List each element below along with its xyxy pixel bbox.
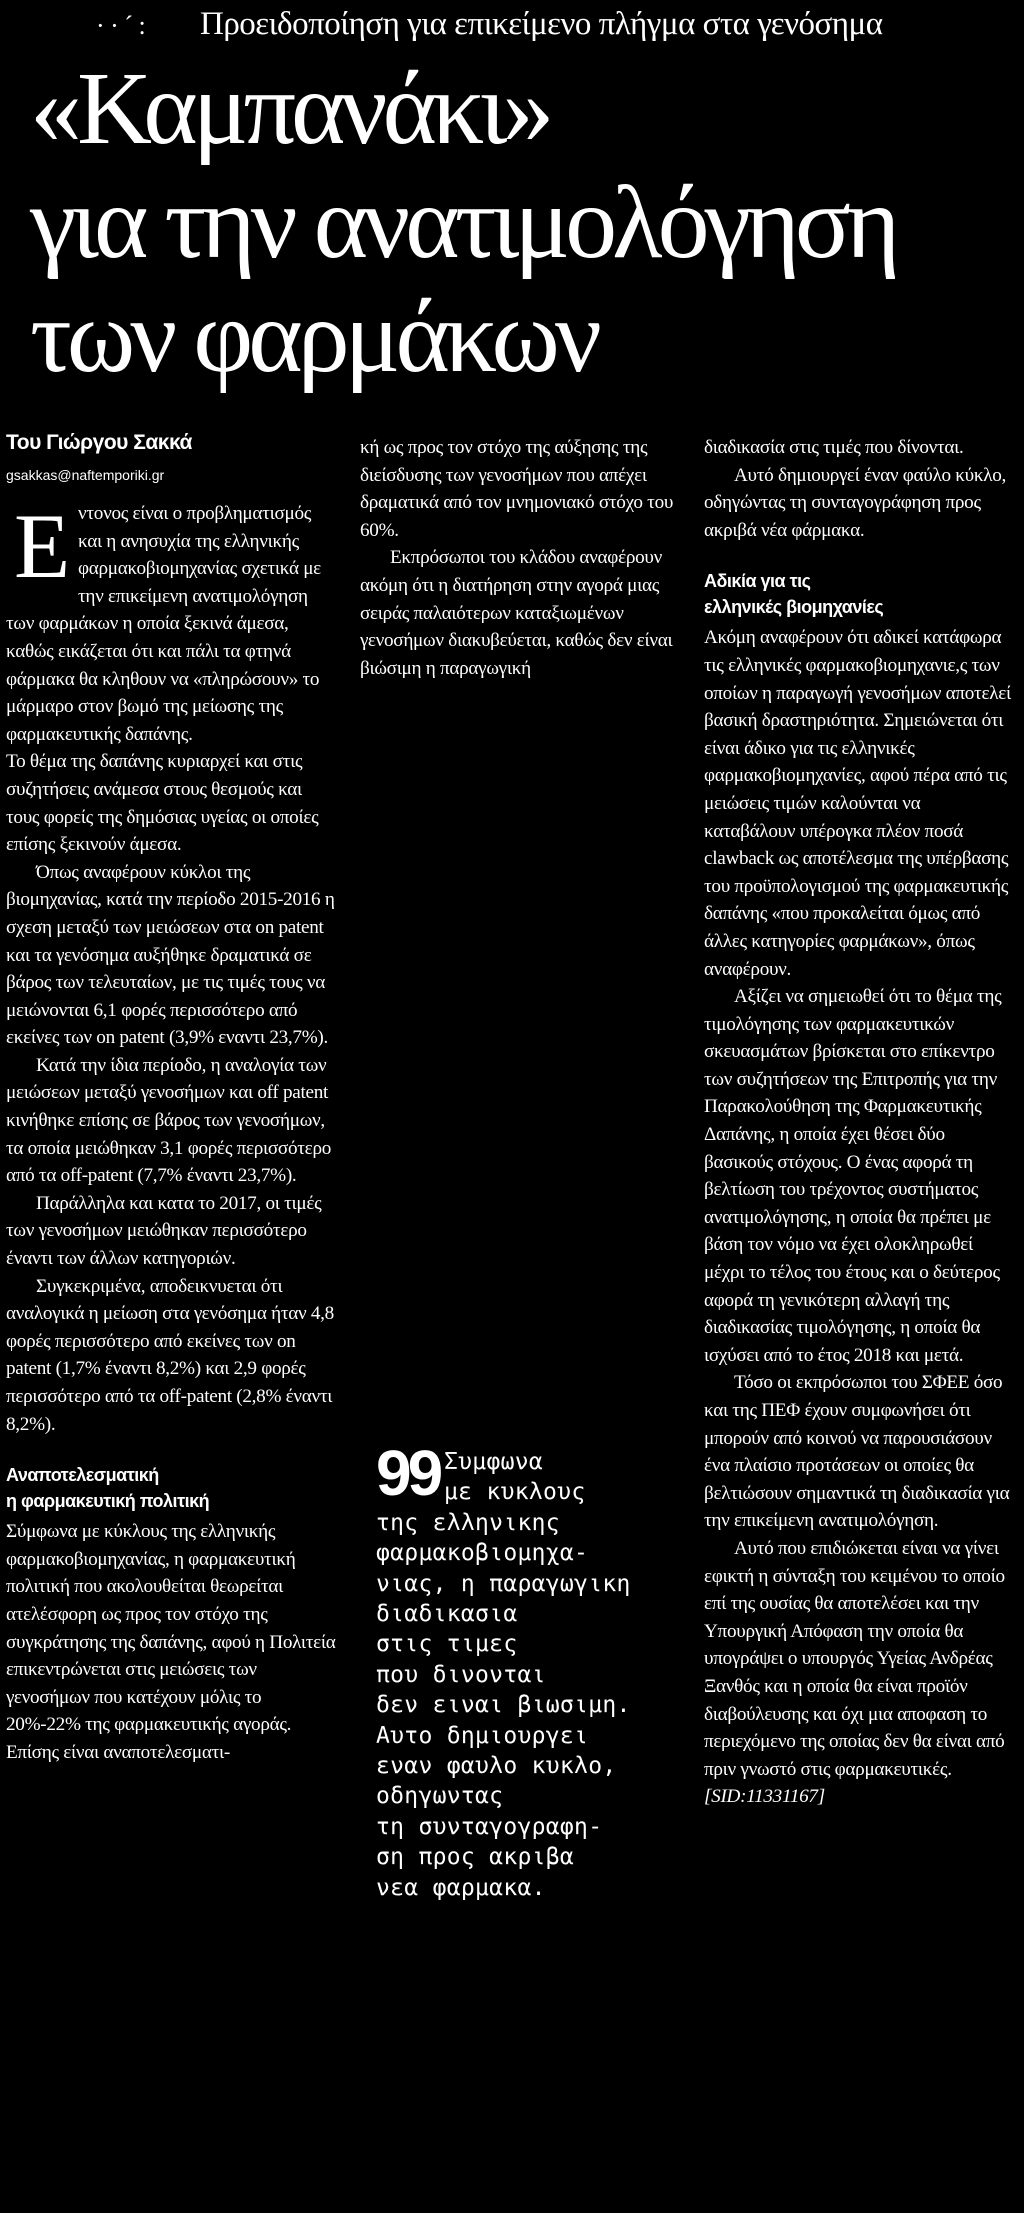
kicker-marks: · · ´ : bbox=[96, 11, 146, 40]
article-paragraph bbox=[6, 495, 336, 748]
article-paragraph: Αυτό δημιουργεί έναν φαύλο κύκλο, οδηγώντας τη συνταγογράφηση προς ακριβά νέα φάρμακα. bbox=[704, 464, 1007, 541]
headline-line-3: των φαρμάκων bbox=[30, 279, 597, 394]
pull-quote-line: τη συνταγογραφη- bbox=[376, 1813, 603, 1840]
pull-quote-line: στις τιμες bbox=[376, 1631, 518, 1658]
subheading-line: Αδικία για τις bbox=[704, 571, 811, 592]
subheading-line: ελληνικές βιομηχανίες bbox=[704, 597, 884, 618]
article-paragraph: Επίσης είναι αναποτελεσματι- bbox=[6, 1741, 230, 1763]
pull-quote-line: ση προς ακριβα bbox=[376, 1844, 575, 1871]
kicker bbox=[96, 4, 1016, 44]
article-paragraph: Σύμφωνα με κύκλους της ελληνικής φαρμακοβιομηχανίας, η φαρμακευτική πολιτική που ακολουθείται θεωρείται ατελέσφορη ως προς τον στόχο της συγκράτησης της δαπάνης, αφού η Πολιτεία επικεντρώνεται στις μειώσεις των γενοσήμων που κατέχουν μόλις το 20%-22% της φαρμακευτικής αγοράς. bbox=[6, 1521, 336, 1736]
byline-email: gsakkas@naftemporiki.gr bbox=[6, 467, 165, 483]
byline-author: Του Γιώργου Σακκά bbox=[6, 431, 192, 454]
drop-cap: Ε bbox=[14, 495, 70, 597]
byline bbox=[6, 430, 336, 484]
pull-quote-line: Συμφωνα bbox=[444, 1449, 544, 1475]
pull-quote-line: που δινονται bbox=[376, 1661, 546, 1688]
article-paragraph: Παράλληλα και κατα το 2017, οι τιμές των γενοσήμων μειώθηκαν περισσότερο έναντι των άλλων κατηγοριών. bbox=[6, 1192, 322, 1270]
pull-quote-line: διαδικασια bbox=[376, 1601, 518, 1628]
article-paragraph: Εκπρόσωποι του κλάδου αναφέρουν ακόμη ότι η διατήρηση στην αγορά μιας σειράς παλαιότερων καταξιωμένων γενοσήμων διακυβεύεται, καθώς δεν είναι βιώσιμη η παραγωγική bbox=[360, 547, 673, 679]
quote-mark-icon: 99 bbox=[376, 1437, 440, 1509]
subheading-line: η φαρμακευτική πολιτική bbox=[6, 1491, 210, 1512]
headline-line-2: για την ανατιμολόγηση bbox=[30, 165, 896, 280]
article-paragraph: Συγκεκριμένα, αποδεικνυεται ότι αναλογικά η μείωση στα γενόσημα ήταν 4,8 φορές περισσότερο από εκείνες των on patent (1,7% έναντι 8,2%) και 2,9 φορές περισσότερο από τα off-patent (2,8% έναντι 8,2%). bbox=[6, 1275, 334, 1435]
article-paragraph: Αξίζει να σημειωθεί ότι το θέμα της τιμολόγησης των φαρμακευτικών σκευασμάτων βρίσκεται στο επίκεντρο των συζητήσεων της Επιτροπής για την Παρακολούθηση της Φαρμακευτικής Δαπάνης, η οποία έχει θέσει δύο βασικούς στόχους. Ο ένας αφορά τη βελτίωση του τρέχοντος συστήματος ανατιμολόγησης, η οποία θα πρέπει με βάση τον νόμο να έχει ολοκληρωθεί μέχρι το τέλος του έτους και ο δεύτερος αφορά τη γενικότερη αλλαγή της διαδικασίας τιμολόγησης, η οποία θα ισχύσει από το έτος 2018 και μετά. bbox=[704, 986, 1002, 1366]
pull-quote-line: Αυτο δημιουργει bbox=[376, 1722, 589, 1749]
article-paragraph: Κατά την ίδια περίοδο, η αναλογία των μειώσεων μεταξύ γενοσήμων και off patent κινήθηκε επίσης σε βάρος των γενοσήμων, τα οποία μειώθηκαν 3,1 φορές περισσότερο από τα off-patent (7,7% έναντι 23,7%). bbox=[6, 1054, 332, 1187]
article-column-3 bbox=[704, 434, 1016, 1811]
article-paragraph: Ακόμη αναφέρουν ότι αδικεί κατάφωρα τις ελληνικές φαρμακοβιομηχανιε,ς των οποίων η παραγωγή γενοσήμων αποτελεί βασική δραστηριότητα. Σημειώνεται ότι είναι άδικο για τις ελληνικές φαρμακοβιομηχανίες, αφού πέρα από τις μειώσεις τιμών καλούνται να καταβάλουν υπέρογκα πλέον ποσά clawback ως αποτέλεσμα της υπέρβασης του προϋπολογισμού της φαρμακευτικής δαπάνης «που προκαλείται όμως από άλλες κατηγορίες φαρμάκων», όπως αναφέρουν. bbox=[704, 627, 1011, 980]
article-paragraph bbox=[704, 1535, 1016, 1811]
headline bbox=[30, 52, 1010, 394]
subheading-line: Αναποτελεσματική bbox=[6, 1465, 159, 1486]
pull-quote-line: της ελληνικης bbox=[376, 1509, 560, 1536]
article-paragraph: κή ως προς τον στόχο της αύξησης της διείσδυσης των γενοσήμων που απέχει δραματικά από τον μνημονιακό στόχο του 60%. bbox=[360, 437, 674, 541]
headline-line-1: «Καμπανάκι» bbox=[30, 51, 550, 166]
kicker-text: Προειδοποίηση για επικείμενο πλήγμα στα γενόσημα bbox=[200, 6, 883, 42]
pull-quote-line: με κυκλους bbox=[444, 1479, 586, 1506]
pull-quote-line: εναν φαυλο κυκλο, bbox=[376, 1753, 617, 1780]
article-paragraph: Όπως αναφέρουν κύκλοι της βιομηχανίας, κατά την περίοδο 2015-2016 η σχεση μεταξύ των μειώσεων στα on patent και τα γενόσημα αυξήθηκε δραματικά σε βάρος των τελευταίων, με τις τιμές τους να μειώνονται 6,1 φορές περισσότερο από εκείνες των on patent (3,9% εναντι 23,7%). bbox=[6, 861, 335, 1049]
article-column-2 bbox=[360, 434, 690, 682]
paragraph-text: Αυτό που επιδιώκεται είναι να γίνει εφικτή η σύνταξη του κειμένου το οποίο επί της ουσίας θα αποτελέσει και την Υπουργική Απόφαση την οποία θα υπογράψει ο υπουργός Υγείας Ανδρέας Ξανθός και η οποία θα είναι προϊόν διαβούλευσης και όχι μια αποφαση το περιεχόμενο της οποίας δεν θα είναι από πριν γνωστό στις φαρμακευτικές. bbox=[704, 1537, 1005, 1780]
subheading bbox=[6, 1462, 336, 1514]
article-paragraph: διαδικασία στις τιμές που δίνονται. bbox=[704, 437, 964, 458]
article-paragraph: Τόσο οι εκπρόσωποι του ΣΦΕΕ όσο και της ΠΕΦ έχουν συμφωνήσει ότι μπορούν από κοινού να παρουσιάσουν ένα πλαίσιο προτάσεων οι οποίες θα βελτιώσουν σημαντικά τη διαδικασία για την επικείμενη ανατιμολόγηση. bbox=[704, 1372, 1010, 1532]
pull-quote bbox=[376, 1437, 692, 1903]
pull-quote-line: φαρμακοβιομηχα- bbox=[376, 1540, 589, 1567]
pull-quote-line: δεν ειναι βιωσιμη. bbox=[376, 1692, 631, 1719]
pull-quote-line: νεα φαρμακα. bbox=[376, 1874, 546, 1901]
story-id: [SID:11331167] bbox=[704, 1786, 825, 1808]
pull-quote-line: νιας, η παραγωγικη bbox=[376, 1570, 631, 1597]
article-column-1 bbox=[6, 495, 336, 1767]
pull-quote-line: οδηγωντας bbox=[376, 1783, 504, 1810]
paragraph-text: ντονος είναι ο προβληματισμός και η ανησυχία της ελληνικής φαρμακοβιομηχανίας σχετικά με την επικείμενη ανατιμολόγηση των φαρμάκων η οποία ξεκινά άμεσα, καθώς εικάζεται ότι και πάλι τα φτηνά φάρμακα θα κληθουν να «πληρώσουν» το μάρμαρο στον βωμό της μείωσης της φαρμακευτικής δαπάνης. bbox=[6, 503, 321, 745]
article-paragraph: Το θέμα της δαπάνης κυριαρχεί και στις συζητήσεις ανάμεσα στους θεσμούς και τους φορείς της δημόσιας υγείας οι οποίες επίσης ξεκινούν άμεσα. bbox=[6, 751, 319, 856]
subheading bbox=[704, 568, 1016, 620]
